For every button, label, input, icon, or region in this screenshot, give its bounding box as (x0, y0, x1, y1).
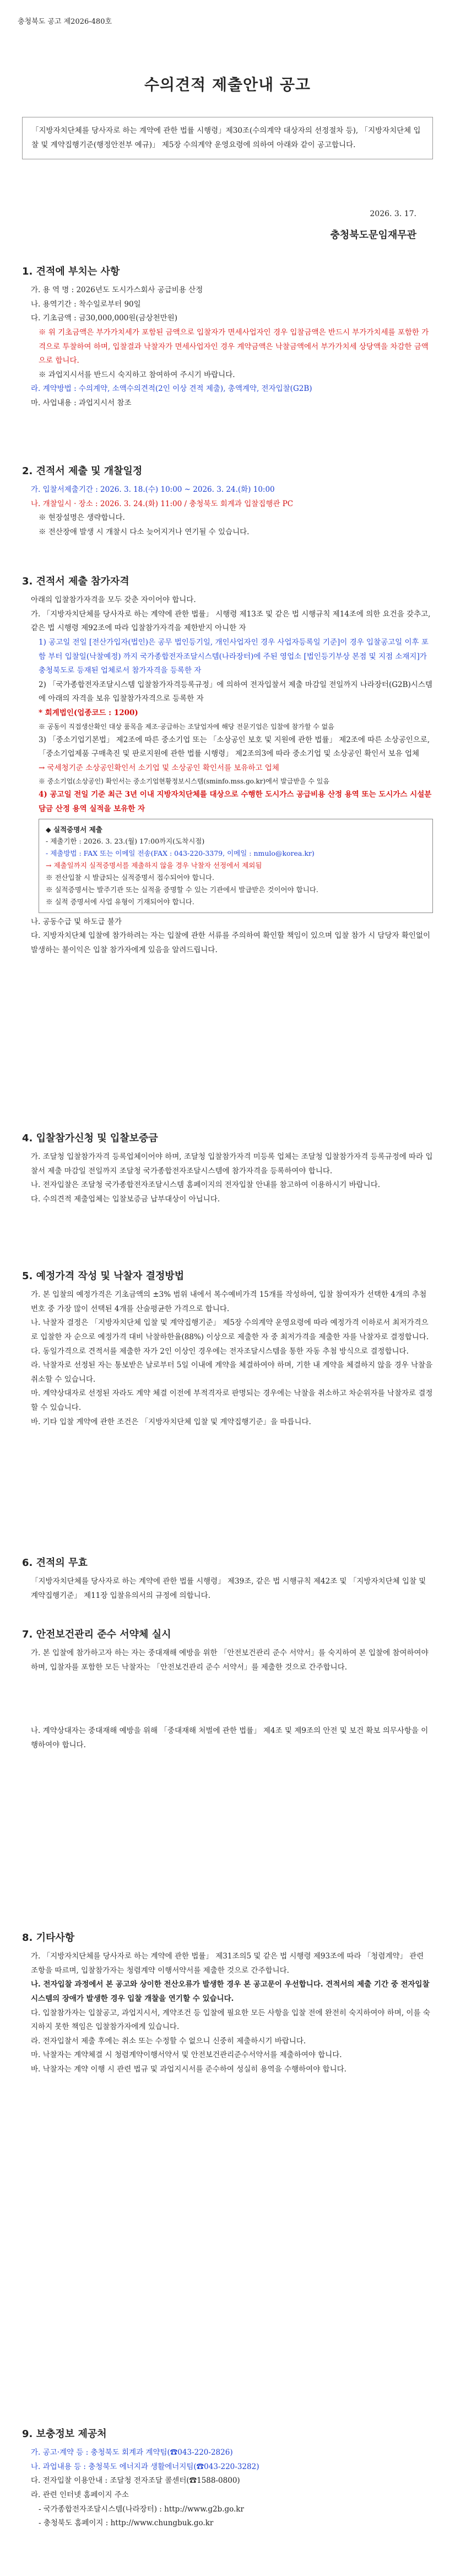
site-briefing-note: ※ 현장설명은 생략합니다. (39, 513, 125, 523)
item-service-name: 가. 용 역 명 : 2026년도 도시가스회사 공급비용 산정 (31, 286, 203, 294)
vat-note: ※ 위 기초금액은 부가가치세가 포함된 금액으로 입찰자가 면세사업자인 경우 입찰금액은 반드시 부가가치세를 포함한 가격으로 투찰하여 하며, 입찰결과 낙찰자가 면세사업자인 경우 계약금액은 낙찰금액에서 부가가치세 상당액을 차감한 금액으로 합니다. (39, 328, 429, 366)
section-title: 6. 견적의 무효 (22, 1557, 88, 1569)
eligibility-4-text: 4) 공고일 전일 기준 최근 3년 이내 지방자치단체를 대상으로 수행한 도시가스 공급비용 산정 용역 또는 도시가스 시설분담금 산정 용역 실적을 보유한 자 (39, 790, 432, 813)
item-submission-period: 가. 입찰서제출기간 : 2026. 3. 18.(수) 10:00 ~ 2026. 3. 24.(화) 10:00 (31, 485, 275, 494)
box-note-1: ※ 전산입찰 시 발급되는 실적증명서 접수되어야 합니다. (46, 873, 214, 882)
section-title: 4. 입찰참가신청 및 입찰보증금 (22, 1133, 158, 1144)
section-title: 9. 보충정보 제공처 (22, 2428, 107, 2440)
eligibility-a: 가. 「지방자치단체를 당사자로 하는 계약에 관한 법률」 시행령 제13조 및 같은 법 시행규칙 제14조에 의한 요건을 갖추고, 같은 법 시행령 제92조에 따라 입찰참가자격을 제한받지 아니한 자 (31, 609, 431, 633)
eligibility-1 (22, 636, 433, 678)
section-title: 1. 견적에 부치는 사항 (22, 266, 120, 277)
section-title: 5. 예정가격 작성 및 낙찰자 결정방법 (22, 1270, 185, 1282)
price-item-f: 바. 기타 입찰 계약에 관한 조건은 「지방자치단체 입찰 및 계약집행기준」을 따릅니다. (31, 1417, 311, 1426)
misc-item-f: 바. 낙찰자는 계약 이행 시 관련 법규 및 과업지시서를 준수하여 성실히 용역을 수행하여야 합니다. (31, 2065, 346, 2074)
issuing-organization: 충청북도문임재무관 (330, 229, 416, 241)
price-item-e: 마. 계약상대자로 선정된 자라도 계약 체결 이전에 부적격자로 판명되는 경우에는 낙찰을 취소하고 차순위자를 낙찰자로 결정할 수 있습니다. (31, 1389, 433, 1413)
price-item-b (22, 1316, 433, 1344)
safety-item-b: 나. 계약상대자는 중대재해 예방을 위해 「중대재해 처벌에 관한 법률」 제4조 및 제9조의 안전 및 보건 확보 의무사항을 이행하여야 합니다. (31, 1726, 429, 1749)
item-opening-time: 나. 개찰일시 · 장소 : 2026. 3. 24.(화) 11:00 / 충청북도 회계과 입찰집행관 PC (31, 499, 294, 508)
section-title: 3. 견적서 제출 참가자격 (22, 576, 129, 587)
misc-item-b: 나. 전자입찰 과정에서 본 공고와 상이한 전산오류가 발생한 경우 본 공고문이 우선합니다. 견적서의 제출 기간 중 전자입찰 시스템의 장애가 발생한 경우 입찰 개찰을 연기할 수 있습니다. (31, 1980, 430, 2003)
box-title: ◆ 실적증명서 제출 (46, 825, 102, 834)
registration-item: 가. 조달청 입찰참가자격 등록업체이어야 하며, 조달청 입찰참가자격 미등록 업체는 조달청 입찰참가자격 등록규정에 따라 입찰서 제출 마감일 전일까지 조달청 국가종합전자조달시스템에 참가자격을 등록하여야 합니다. (31, 1152, 433, 1176)
sme-certificate: → 국세청기준 소상공인확인서 소기업 및 소상공인 확인서를 보유하고 업체 (39, 763, 279, 772)
intro-box: 「지방자치단체를 당사자로 하는 계약에 관한 법률 시행령」제30조(수의계약 대상자의 선정절차 등), 「지방자치단체 입찰 및 계약집행기준(행정안전부 예규)」 제5장 수의계약 운영요령에 의하여 아래와 같이 공고합니다. (22, 117, 433, 159)
price-item-a: 가. 본 입찰의 예정가격은 기초금액의 ±3% 범위 내에서 복수예비가격 15개를 작성하여, 입찰 참여자가 선택한 4개의 추첨번호 중 가장 많이 선택된 4개를 산술평균한 가격으로 합니다. (31, 1290, 427, 1313)
section-4 (22, 1130, 433, 1207)
electronic-bid-item: 나. 전자입찰은 조달청 국가종합전자조달시스템 홈페이지의 전자입찰 안내를 참고하여 이용하시기 바랍니다. (31, 1180, 381, 1190)
box-method: - 제출방법 : FAX 또는 이메일 전송(FAX : 043-220-3379, 이메일 : nmulo@korea.kr) (46, 849, 315, 858)
deposit-item: 다. 수의견적 제출업체는 입찰보증금 납부대상이 아닙니다. (31, 1194, 220, 1204)
contact-ebid: 다. 전자입찰 이용안내 : 조달청 전자조달 콜센터(☎1588-0800) (31, 2476, 240, 2486)
section-2 (22, 463, 433, 540)
item-base-amount: 다. 기초금액 : 금30,000,000원(금상천만원) (31, 314, 178, 323)
box-deadline: - 제출기한 : 2026. 3. 23.(월) 17:00까지(도착시점) (46, 837, 205, 846)
eligibility-lead: 아래의 입찰참가자격을 모두 갖춘 자이어야 합니다. (31, 595, 196, 604)
industry-code: * 회계법인(업종코드 : 1200) (39, 709, 138, 718)
page-title: 수의견적 제출안내 공고 (144, 76, 311, 94)
section-1 (22, 264, 433, 411)
contact-task (22, 2460, 433, 2475)
section-5 (22, 1268, 433, 1429)
contact-contract (22, 2446, 433, 2460)
invalid-bid-text: 「지방자치단체를 당사자로 하는 계약에 관한 법률 시행령」 제39조, 같은 법 시행규칙 제42조 및 「지방자치단체 입찰 및 계약집행기준」 제11장 입찰유의서의 규정에 의합니다. (31, 1577, 426, 1600)
box-note-2: ※ 실적증명서는 발주기관 또는 실적을 증명할 수 있는 기관에서 발급받은 것이어야 합니다. (46, 885, 318, 894)
price-item-b-text: 나. 낙찰자 결정은 「지방자치단체 입찰 및 계약집행기준」 제5장 수의계약 운영요령에 따라 예정가격 이하로서 최저가격으로 입찰한 자 순으로 예정가격 대비 낙찰하한율(88%) 이상으로 제출한 자 중 최저가격을 제출한 자를 낙찰자로 결정합니다. (31, 1318, 429, 1341)
performance-certificate-box (39, 819, 433, 913)
contact-contract-text: 가. 공고·계약 등 : 충청북도 회계과 계약팀(☎043-220-2826) (31, 2448, 233, 2457)
item-contract-method (22, 382, 433, 396)
box-note-3: ※ 실적 증명서에 사업 유형이 기재되어야 합니다. (46, 897, 194, 906)
price-item-c: 다. 동일가격으로 견적서를 제출한 자가 2인 이상인 경우에는 전자조달시스템을 통한 자동 추첨 방식으로 결정합니다. (31, 1346, 409, 1356)
eligibility-b: 나. 공동수급 및 하도급 불가 (31, 917, 122, 926)
link-chungbuk[interactable]: - 충청북도 홈페이지 : http://www.chungbuk.go.kr (39, 2519, 214, 2528)
eligibility-c: 다. 지방자치단체 입찰에 참가하려는 자는 입찰에 관한 서류를 주의하여 확인할 책임이 있으며 입찰 참가 시 담당자 확인없이 발생하는 불이익은 입찰 참가자에게 있음을 알려드립니다. (31, 931, 430, 954)
item-content: 마. 사업내용 : 과업지시서 참조 (31, 399, 132, 408)
misc-item-c: 다. 입찰참가자는 입찰공고, 과업지시서, 계약조건 등 입찰에 필요한 모든 사항을 입찰 전에 완전히 숙지하여야 하며, 이를 숙지하지 못한 책임은 입찰참가자에게 있습니다. (31, 2008, 430, 2032)
safety-item-a: 가. 본 입찰에 참가하고자 하는 자는 중대재해 예방을 위한 「안전보건관리 준수 서약서」를 숙지하여 본 입찰에 참여하여야 하며, 입찰자를 포함한 모든 낙찰자는 「안전보건관리 준수 서약서」를 제출한 것으로 간주합니다. (31, 1649, 429, 1672)
link-g2b[interactable]: - 국가종합전자조달시스템(나라장터) : http://www.g2b.go.kr (39, 2504, 244, 2514)
misc-item-d: 라. 전자입찰서 제출 후에는 취소 또는 수정할 수 없으니 신중히 제출하시기 바랍니다. (31, 2036, 306, 2046)
box-warning: → 제출일까지 실적증명서를 제출하지 않을 경우 낙찰자 선정에서 제외됨 (46, 861, 262, 870)
misc-item-e: 마. 낙찰자는 계약체결 시 청렴계약이행서약서 및 안전보건관리준수서약서를 제출하여야 합니다. (31, 2051, 342, 2060)
section-9 (22, 2426, 433, 2531)
direct-production-note: ※ 공동이 직접생산확인 대상 품목을 제조·공급하는 조달업자에 해당 전문기업은 입찰에 참가할 수 없음 (39, 722, 334, 731)
sme-certificate-note: ※ 중소기업(소상공인) 확인서는 중소기업현황정보시스템(sminfo.mss.go.kr)에서 발급받을 수 있음 (39, 777, 329, 786)
section-title: 8. 기타사항 (22, 1932, 75, 1944)
task-note: ※ 과업지시서를 반드시 숙지하고 참여하여 주시기 바랍니다. (39, 370, 235, 379)
price-item-d: 라. 낙찰자로 선정된 자는 통보받은 날로부터 5일 이내에 계약을 체결하여야 하며, 기한 내 계약을 체결하지 않을 경우 낙찰을 취소할 수 있습니다. (31, 1361, 433, 1384)
eligibility-3: 3) 「중소기업기본법」 제2조에 따른 중소기업 또는 「소상공인 보호 및 지원에 관한 법률」 제2조에 따른 소상공인으로, 「중소기업제품 구매촉진 및 판로지원에 관한 법률 시행령」 제2조의3에 따라 중소기업 및 소상공인 확인서 보유 업체 (39, 735, 430, 759)
section-8 (22, 1930, 433, 2077)
misc-item-a: 가. 「지방자치단체를 당사자로 하는 계약에 관한 법률」 제31조의5 및 같은 법 시행령 제93조에 따라 「청렴계약」 관련 조항을 따르며, 입찰참가자는 청렴계약 이행서약서를 제출한 것으로 간주합니다. (31, 1952, 424, 1975)
contact-websites: 라. 관련 인터넷 홈페이지 주소 (31, 2490, 129, 2499)
section-3 (22, 573, 433, 958)
section-7 (22, 1627, 433, 1753)
eligibility-4 (22, 788, 433, 816)
section-title: 7. 안전보건관리 준수 서약체 실시 (22, 1629, 171, 1640)
section-6 (22, 1555, 433, 1603)
system-failure-note: ※ 전산장애 발생 시 개찰시 다소 늦어지거나 연기될 수 있습니다. (39, 527, 250, 536)
contract-method-text: 라. 계약방법 : 수의계약, 소액수의견적(2인 이상 견적 제출), 총액계약, 전자입찰(G2B) (31, 384, 312, 394)
item-period: 나. 용역기간 : 착수일로부터 90일 (31, 299, 141, 309)
notice-date: 2026. 3. 17. (370, 210, 416, 218)
notice-number: 충청북도 공고 제2026-480호 (18, 18, 112, 26)
eligibility-2: 2) 「국가종합전자조달시스템 입찰참가자격등록규정」에 의하여 전자입찰서 제출 마감일 전일까지 나라장터(G2B)시스템에 아래의 자격을 보유 입찰참가자격으로 등록한 자 (39, 680, 432, 704)
section-title: 2. 견적서 제출 및 개찰일정 (22, 465, 143, 477)
contact-task-text: 나. 과업내용 등 : 충청북도 에너지과 생활에너지팀(☎043-220-3282) (31, 2462, 259, 2471)
eligibility-1-text: 1) 공고일 전일 [전산가입자(법인)은 공무 법인등기일, 개인사업자인 경우 사업자등록일 기준]이 경우 입찰공고일 이후 포함 부터 입찰일(낙찰예정) 까지 국가종합전자조달시스템(나라장터)에 주된 영업소 [법인등기부상 본점 및 지점 소재지]가 충청북도로 등재된 업체로서 참가자격을 등록한 자 (39, 637, 429, 675)
